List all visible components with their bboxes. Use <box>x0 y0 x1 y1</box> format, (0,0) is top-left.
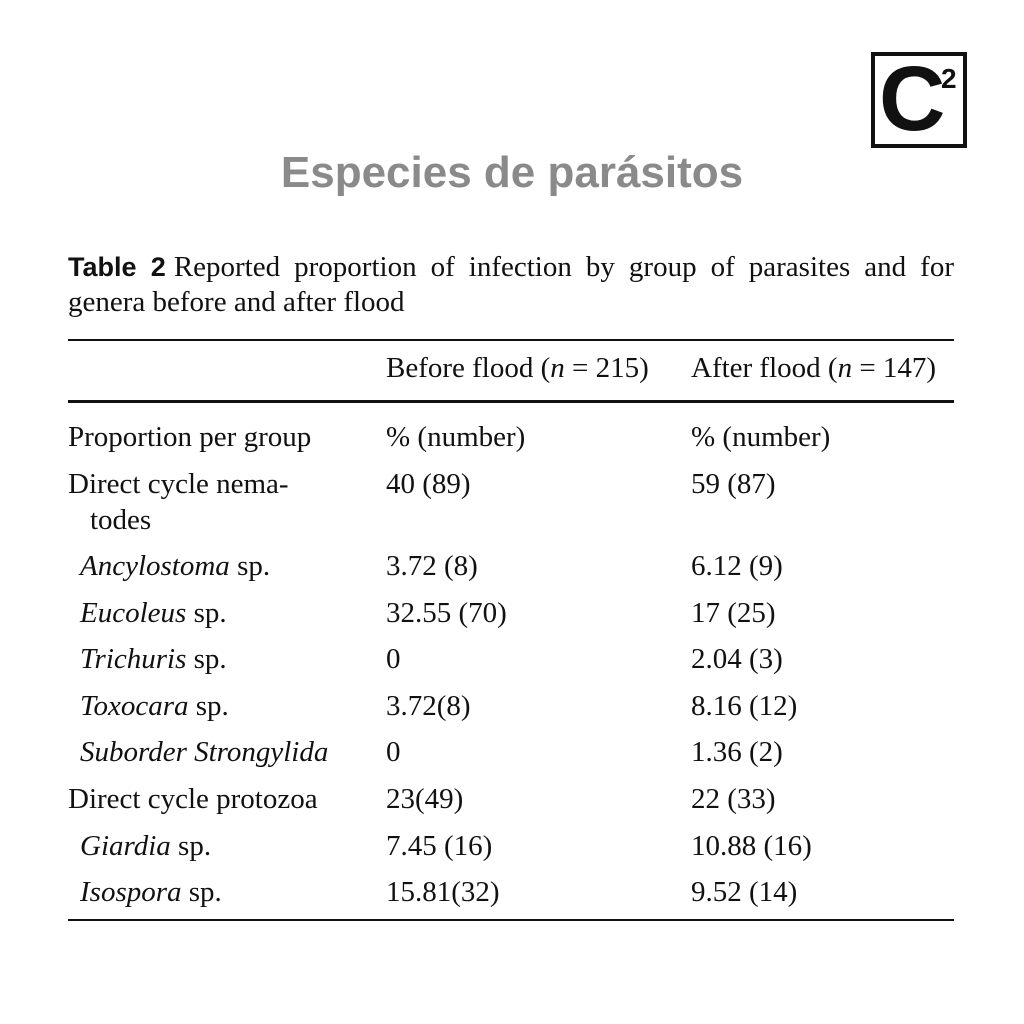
cell-before: 0 <box>386 643 401 675</box>
cell-after: 10.88 (16) <box>691 830 812 862</box>
cell-after: 1.36 (2) <box>691 736 783 768</box>
c2-logo <box>871 48 967 150</box>
row-label-protozoa: Direct cycle protozoa <box>68 783 318 815</box>
row-label-trichuris: Trichuris sp. <box>80 643 227 675</box>
row-label-proportion: Proportion per group <box>68 421 312 453</box>
cell-before: 7.45 (16) <box>386 830 493 862</box>
cell-before: 32.55 (70) <box>386 597 507 629</box>
table-caption-text: Reported proportion of infection by group of parasites and for genera before and after flood <box>68 251 954 318</box>
row-label-isospora: Isospora sp. <box>80 876 222 908</box>
table-header-rule <box>68 400 954 403</box>
cell-before: 0 <box>386 736 401 768</box>
cell-before: 23(49) <box>386 783 464 815</box>
cell-after: 2.04 (3) <box>691 643 783 675</box>
logo-superscript: 2 <box>941 63 957 94</box>
row-label-eucoleus: Eucoleus sp. <box>80 597 227 629</box>
cell-after: 6.12 (9) <box>691 550 783 582</box>
cell-before: 40 (89) <box>386 468 471 500</box>
cell-after: % (number) <box>691 421 831 453</box>
cell-before: 3.72 (8) <box>386 550 478 582</box>
row-label-toxocara: Toxocara sp. <box>80 690 229 722</box>
cell-after: 8.16 (12) <box>691 690 798 722</box>
cell-after: 22 (33) <box>691 783 776 815</box>
cell-after: 17 (25) <box>691 597 776 629</box>
cell-before: % (number) <box>386 421 526 453</box>
table-label: Table 2 <box>68 252 166 282</box>
row-label-nematodes: Direct cycle nema- <box>68 468 289 500</box>
logo-letter: C <box>879 48 946 150</box>
table-caption <box>68 250 954 320</box>
header-after-flood: After flood (n = 147) <box>691 352 937 384</box>
cell-after: 59 (87) <box>691 468 776 500</box>
table-bottom-rule <box>68 919 954 921</box>
header-before-flood: Before flood (n = 215) <box>386 352 649 384</box>
row-label-strongylida: Suborder Strongylida <box>80 736 329 768</box>
table-top-rule <box>68 339 954 341</box>
row-label-ancylostoma: Ancylostoma sp. <box>80 550 271 582</box>
row-label-giardia: Giardia sp. <box>80 830 212 862</box>
page-title: Especies de parásitos <box>280 148 744 197</box>
cell-before: 3.72(8) <box>386 690 471 722</box>
row-label-nematodes-cont: todes <box>90 504 152 536</box>
cell-after: 9.52 (14) <box>691 876 798 908</box>
cell-before: 15.81(32) <box>386 876 500 908</box>
